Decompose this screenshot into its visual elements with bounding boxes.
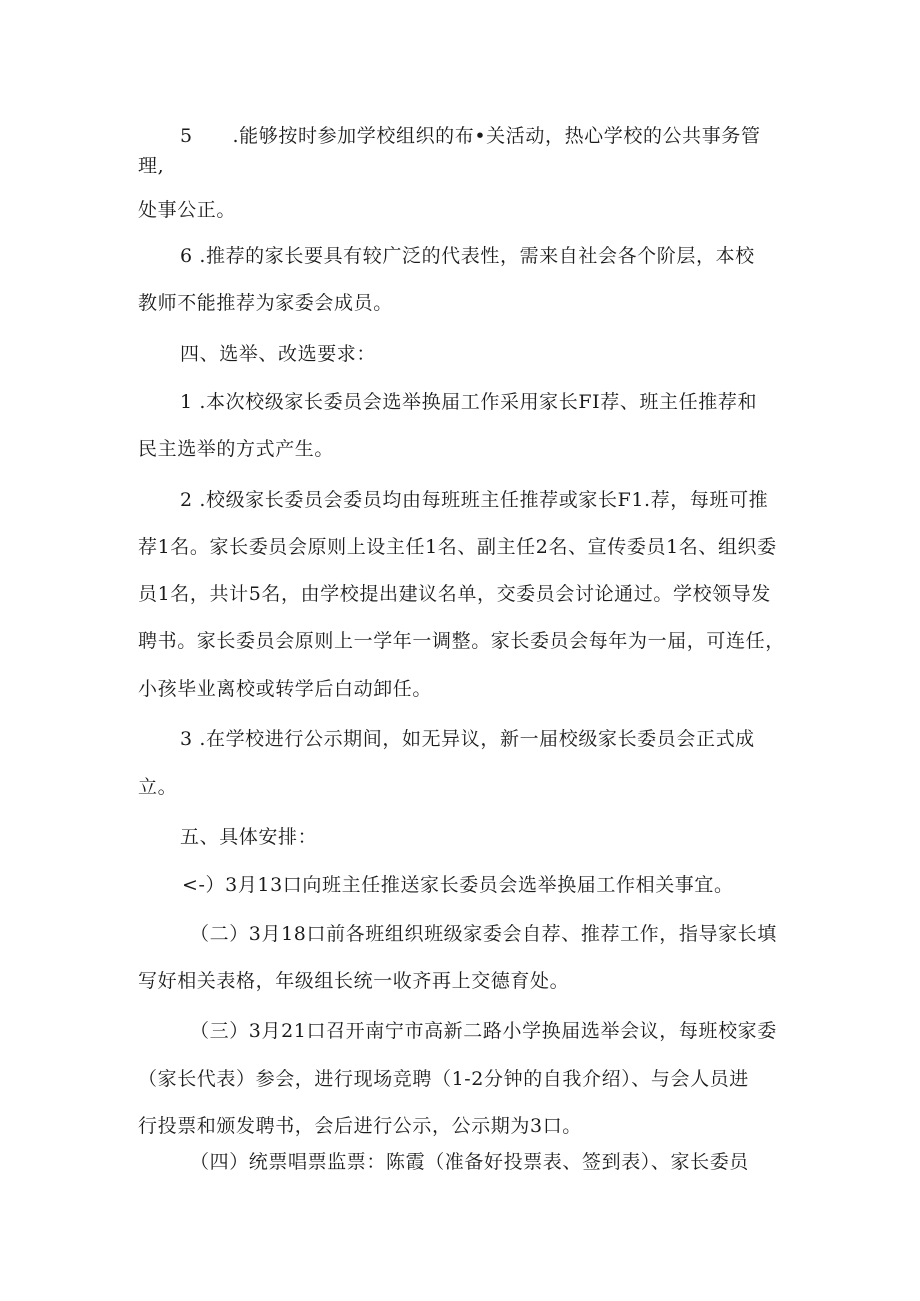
text-line: 小孩毕业离校或转学后白动卸任。 [138, 678, 433, 700]
text-line: （三）3月21口召开南宁市高新二路小学换届选举会议，每班校家委 [190, 1020, 777, 1042]
text-line: （家长代表）参会，进行现场竞聘（1-2分钟的自我介绍）、与会人员进 [138, 1068, 749, 1090]
text-line: 6 .推荐的家长要具有较广泛的代表性，需来自社会各个阶层，本校 [180, 245, 755, 267]
text-line: 3 .在学校进行公示期间，如无异议，新一届校级家长委员会正式成 [180, 728, 755, 750]
text-line: 民主选举的方式产生。 [138, 438, 335, 460]
text-line: 写好相关表格，年级组长统一收齐再上交德育处。 [138, 970, 570, 992]
text-line: 2 .校级家长委员会委员均由每班班主任推荐或家长F1.荐，每班可推 [180, 489, 769, 511]
section-heading: 五、具体安排： [180, 826, 318, 848]
text-line: 荐1名。家长委员会原则上设主任1名、副主任2名、宣传委员1名、组织委 [138, 536, 777, 558]
text-line: 处事公正。 [138, 199, 237, 221]
text-line: 1 .本次校级家长委员会选举换届工作采用家长FI荐、班主任推荐和 [180, 391, 758, 413]
text-line: （二）3月18口前各班组织班级家委会自荐、推荐工作，指导家长填 [190, 923, 777, 945]
text-line: （四）统票唱票监票：陈霞（准备好投票表、签到表）、家长委员 [190, 1151, 749, 1173]
section-heading: 四、选举、改选要求： [180, 343, 377, 365]
text-line: 教师不能推荐为家委会成员。 [138, 292, 393, 314]
text-line: 立。 [138, 776, 178, 798]
text-line: 理, [138, 155, 165, 177]
text-line: <-）3月13口向班主任推送家长委员会选举换届工作相关事宜。 [182, 874, 734, 896]
text-line: 员1名，共计5名，由学校提出建议名单，交委员会讨论通过。学校领导发 [138, 583, 771, 605]
text-line: 聘书。家长委员会原则上一学年一调整。家长委员会每年为一届，可连任， [138, 630, 785, 652]
text-line: 行投票和颁发聘书，会后进行公示，公示期为3口。 [138, 1115, 582, 1137]
text-line: 5 .能够按时参加学校组织的布•关活动，热心学校的公共事务管 [180, 125, 761, 147]
